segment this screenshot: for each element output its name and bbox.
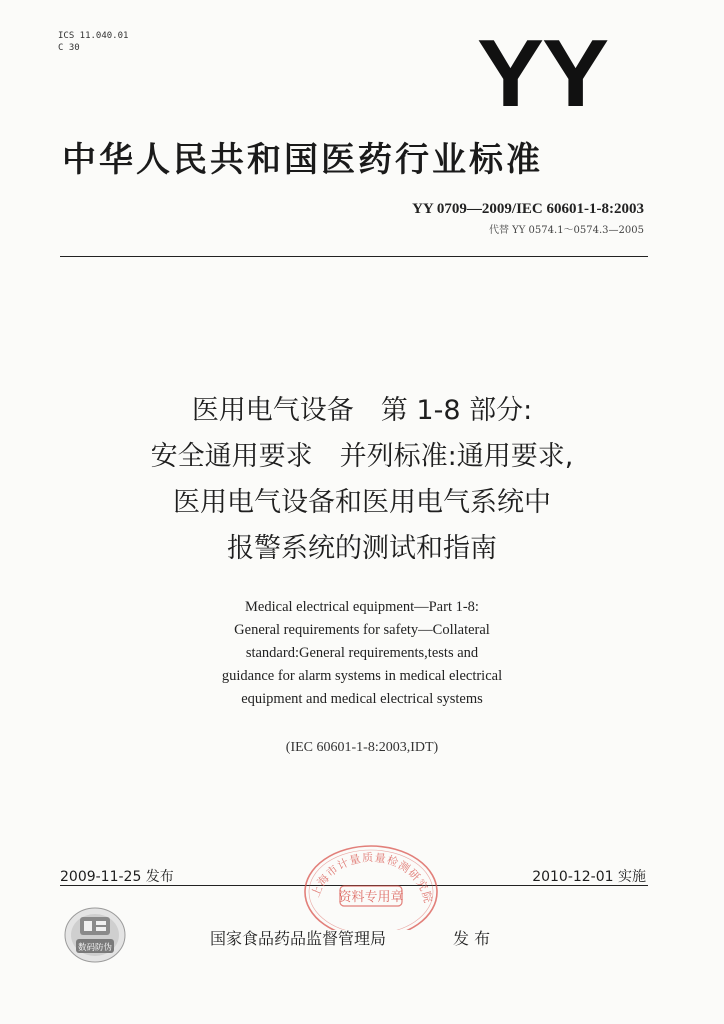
equivalence-note: (IEC 60601-1-8:2003,IDT) [285,740,439,755]
effective-date: 2010-12-01 实施 [532,869,646,885]
title-en [0,596,724,711]
title-cn-line-1: 医用电气设备 第 1-8 部分: [191,395,533,426]
title-cn [0,388,724,572]
title-en-line-5: equipment and medical electrical systems [241,691,483,707]
title-en-line-4: guidance for alarm systems in medical electrical [221,668,503,684]
official-seal [298,840,444,930]
org-title: 中华人民共和国医药行业标准 [62,140,543,180]
ics-line-1: ICS 11.040.01 [58,31,129,41]
header-divider [60,256,648,257]
anti-counterfeit-badge [60,905,130,967]
issuer-verb: 发 布 [453,929,491,948]
title-cn-line-3: 医用电气设备和医用电气系统中 [173,487,551,518]
title-en-line-3: standard:General requirements,tests and [245,645,479,661]
yy-logo: YY [476,20,608,127]
title-cn-line-4: 报警系统的测试和指南 [227,533,497,564]
title-en-line-1: Medical electrical equipment—Part 1-8: [245,599,479,615]
standard-number: YY 0709—2009/IEC 60601-1-8:2003 [412,201,644,217]
title-en-line-2: General requirements for safety—Collateral [234,622,490,638]
seal-ring-text: 上海市计量质量检测研究院 [308,850,435,905]
title-cn-line-2: 安全通用要求 并列标准:通用要求, [150,441,574,472]
badge-text: 数码防伪 [77,943,113,953]
issuer-name: 国家食品药品监督管理局 [210,929,387,948]
replaces-note: 代替 YY 0574.1～0574.3—2005 [489,225,644,236]
ics-code [58,30,128,54]
seal-center-text: 资料专用章 [338,890,404,905]
issue-date: 2009-11-25 发布 [60,869,174,885]
ics-line-2: C 30 [58,43,80,53]
